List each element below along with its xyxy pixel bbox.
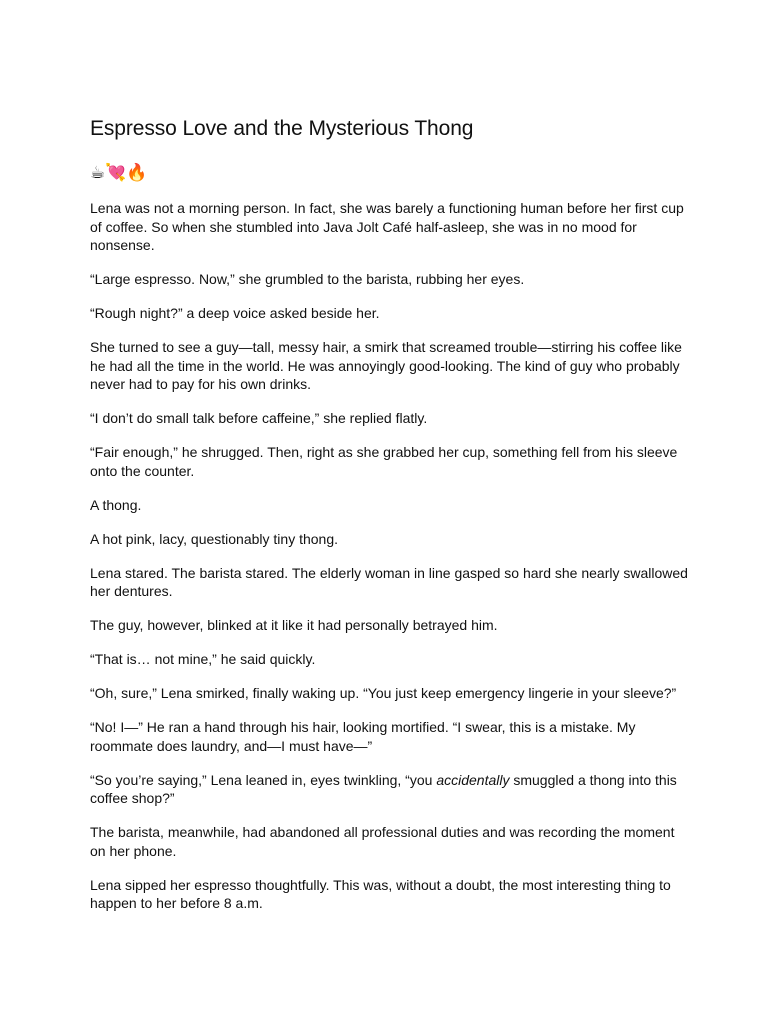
paragraph-15: The barista, meanwhile, had abandoned all professional duties and was recording the moment on her phone.	[90, 824, 675, 859]
paragraph-12: “Oh, sure,” Lena smirked, finally waking up. “You just keep emergency lingerie in your sleeve?”	[90, 685, 677, 701]
paragraph-16: Lena sipped her espresso thoughtfully. This was, without a doubt, the most interesting thing to happen to her before 8 a.m.	[90, 876, 671, 911]
paragraph-14-start: “So you’re saying,” Lena leaned in, eyes twinkling, “you	[90, 771, 437, 788]
paragraph-9: Lena stared. The barista stared. The elderly woman in line gasped so hard she nearly swallowed her dentures.	[90, 564, 688, 599]
paragraph-6: “Fair enough,” he shrugged. Then, right as she grabbed her cup, something fell from his sleeve onto the counter.	[90, 444, 678, 479]
paragraph-14-emphasis: accidentally	[436, 771, 510, 788]
paragraph-5: “I don’t do small talk before caffeine,” she replied flatly.	[90, 410, 428, 426]
document-page	[90, 115, 690, 928]
paragraph-8: A hot pink, lacy, questionably tiny thong.	[90, 530, 339, 547]
paragraph-11: “That is… not mine,” he said quickly.	[90, 651, 316, 667]
paragraph-10: The guy, however, blinked at it like it had personally betrayed him.	[90, 617, 498, 633]
paragraph-7: A thong.	[90, 496, 142, 513]
paragraph-2: “Large espresso. Now,” she grumbled to the barista, rubbing her eyes.	[90, 271, 525, 287]
paragraph-4: She turned to see a guy—tall, messy hair, a smirk that screamed trouble—stirring his coffee like he had all the time in the world. He was annoyingly good-looking. The kind of guy who probably never had to pay for his own drinks.	[90, 339, 682, 392]
paragraph-14	[90, 771, 690, 808]
paragraph-3: “Rough night?” a deep voice asked beside her.	[90, 305, 380, 321]
paragraph-1: Lena was not a morning person. In fact, she was barely a functioning human before her first cup of coffee. So when she stumbled into Java Jolt Café half-asleep, she was in no mood for nonsense.	[90, 200, 684, 253]
story-title: Espresso Love and the Mysterious Thong	[90, 117, 474, 140]
paragraph-14-end: smuggled a thong into this coffee shop?”	[90, 771, 677, 806]
coffee-heart-fire-icons: ☕💘🔥	[90, 163, 148, 183]
paragraph-13: “No! I—” He ran a hand through his hair, looking mortified. “I swear, this is a mistake. My roommate does laundry, and—I must have—”	[90, 719, 636, 754]
